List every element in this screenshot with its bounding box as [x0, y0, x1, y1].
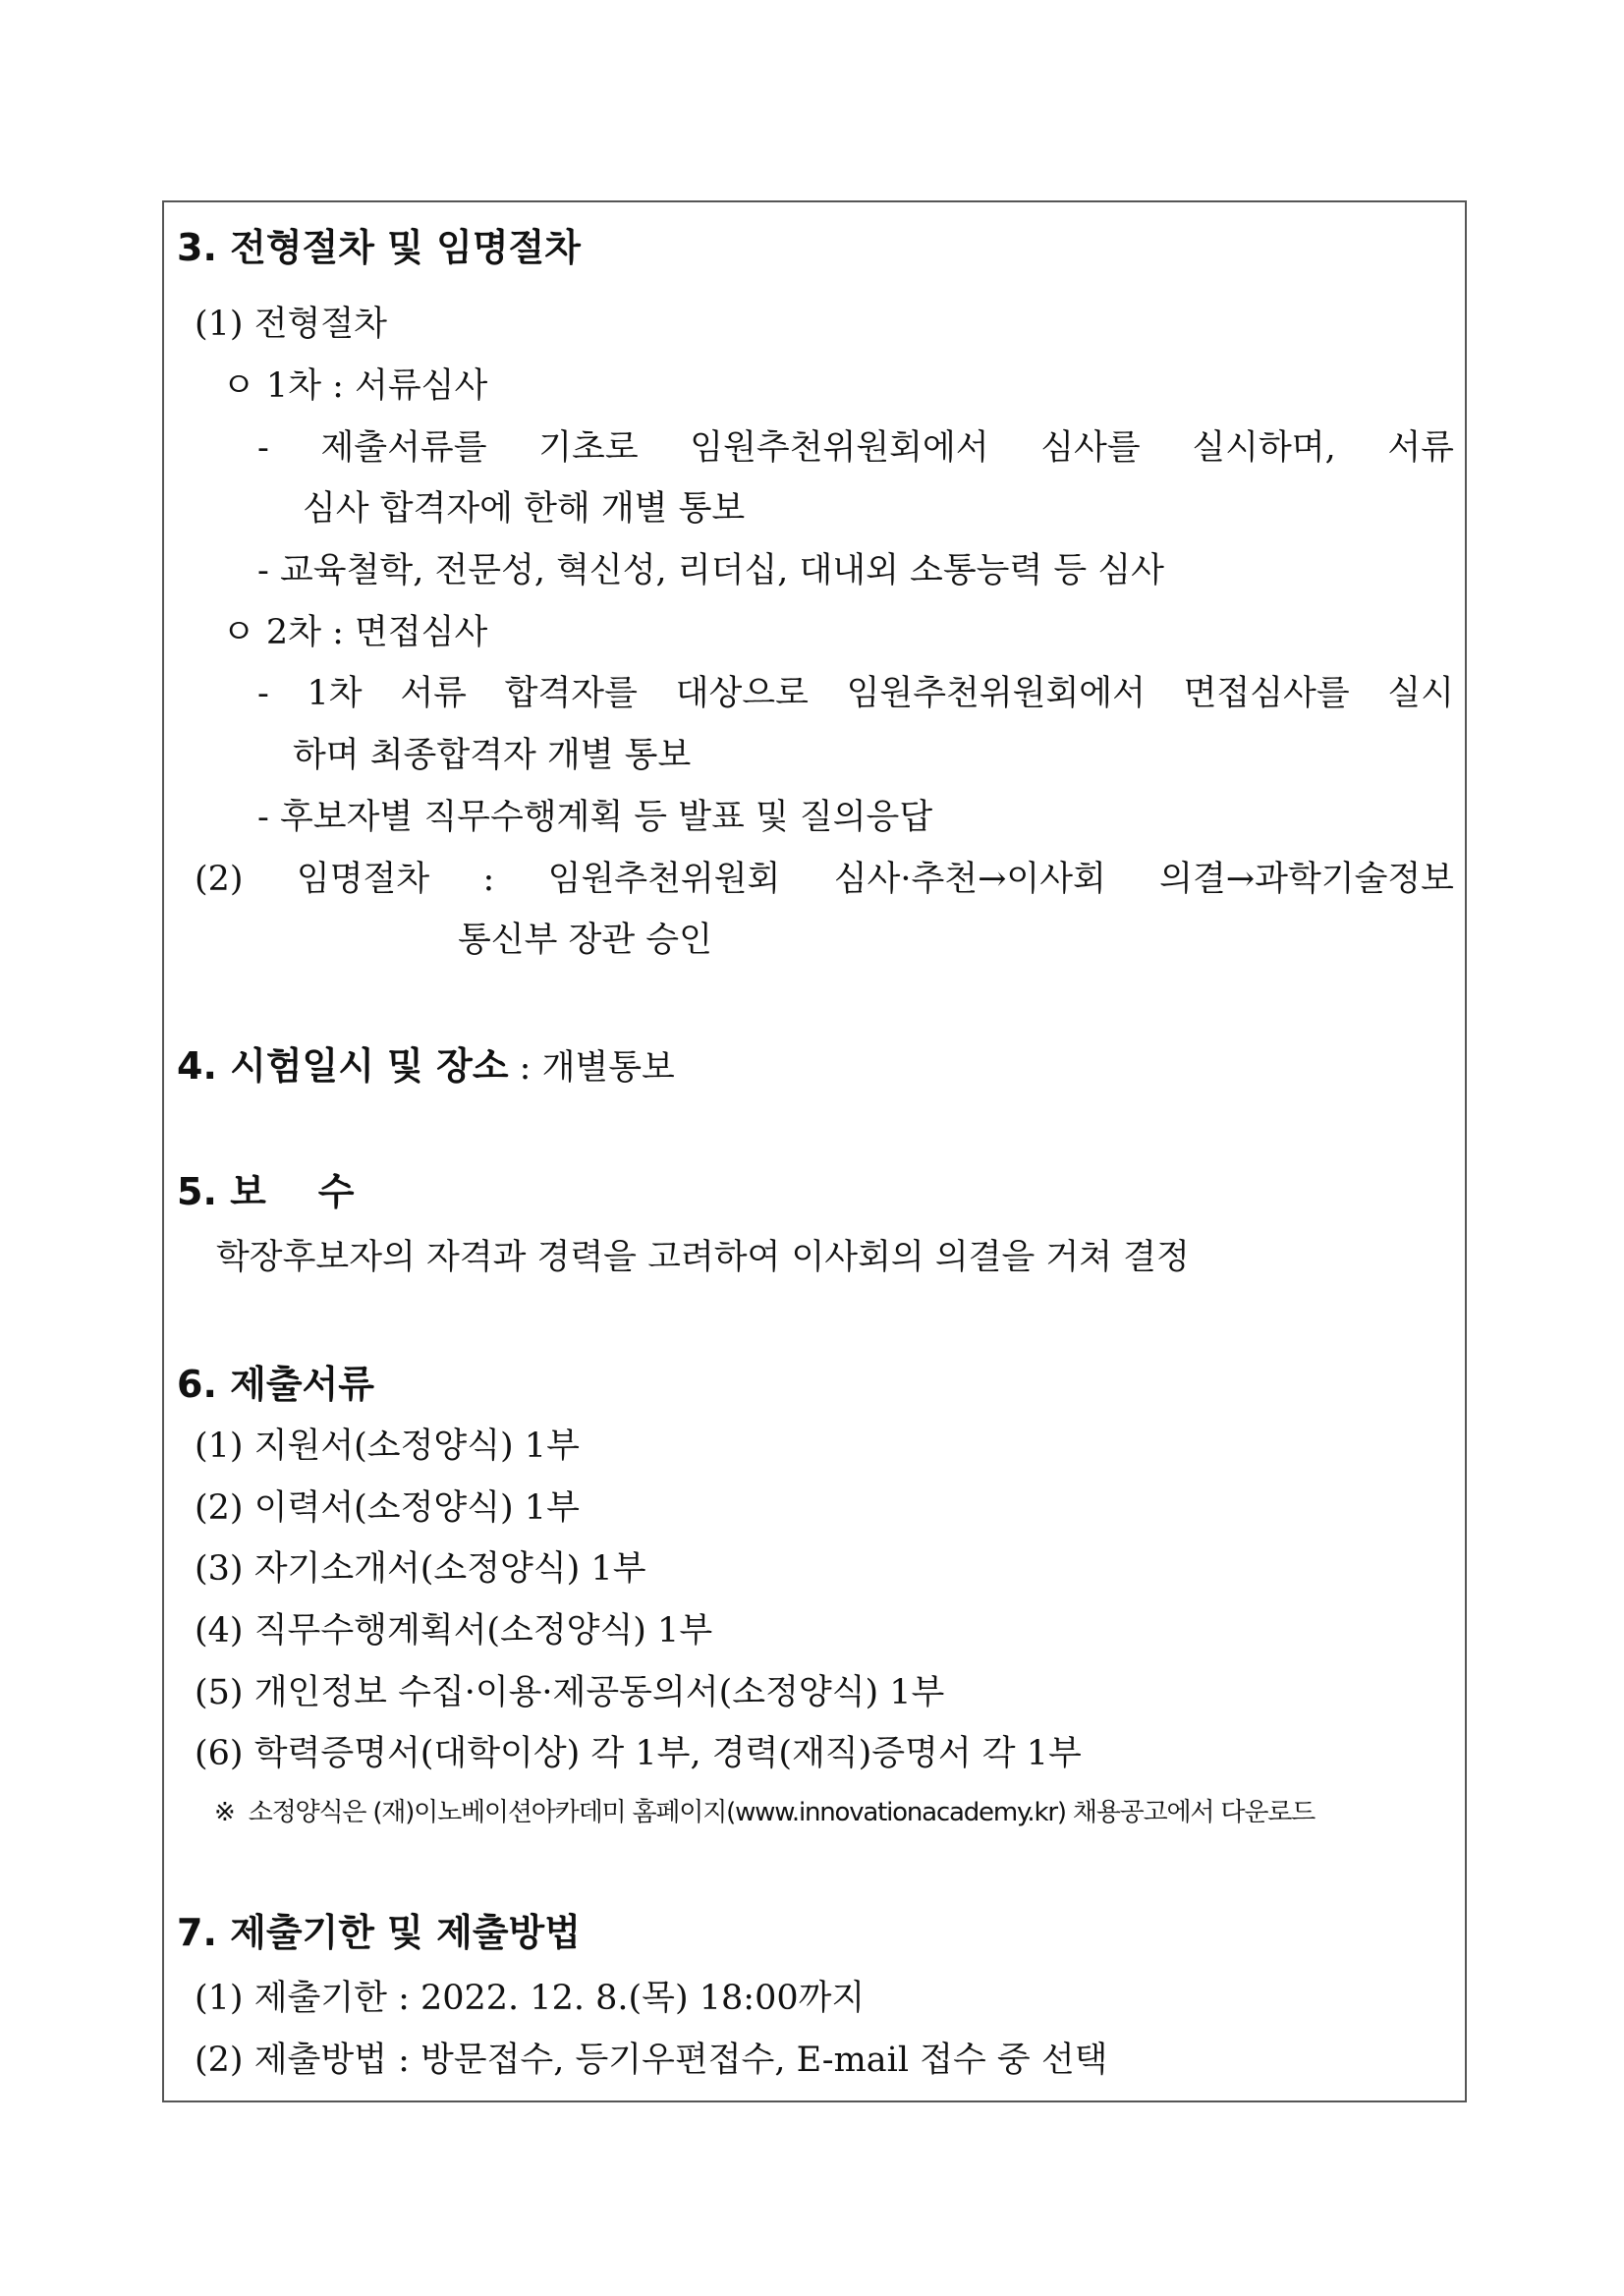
section-3-heading: 3. 전형절차 및 임명절차: [177, 226, 581, 269]
section-3-stage-1: ㅇ 1차 : 서류심사: [222, 366, 488, 406]
section-7-heading: 7. 제출기한 및 제출방법: [177, 1911, 581, 1954]
section-6-item-3: (3) 자기소개서(소정양식) 1부: [195, 1549, 646, 1589]
section-6-item-1: (1) 지원서(소정양식) 1부: [195, 1427, 580, 1466]
section-6-item-6: (6) 학력증명서(대학이상) 각 1부, 경력(재직)증명서 각 1부: [195, 1734, 1082, 1773]
section-3-stage-2-bullet-1-line-1: - 1차 서류 합격자를 대상으로 임원추천위원회에서 면접심사를 실시: [257, 674, 1454, 713]
section-4-value: : 개별통보: [508, 1048, 675, 1088]
section-5-heading: 5. 보 수: [177, 1170, 355, 1213]
section-3-stage-2: ㅇ 2차 : 면접심사: [222, 613, 488, 652]
section-3-stage-1-bullet-1-line-2: 심사 합격자에 한해 개별 통보: [303, 489, 746, 529]
section-5-text: 학장후보자의 자격과 경력을 고려하여 이사회의 의결을 거쳐 결정: [216, 1238, 1190, 1277]
section-6-item-4: (4) 직무수행계획서(소정양식) 1부: [195, 1611, 713, 1651]
section-6-item-2: (2) 이력서(소정양식) 1부: [195, 1488, 580, 1528]
section-3-sub-2-line-2: 통신부 장관 승인: [458, 921, 712, 960]
section-4-heading: [177, 1043, 675, 1091]
section-7-item-1: (1) 제출기한 : 2022. 12. 8.(목) 18:00까지: [195, 1979, 866, 2018]
section-6-item-5: (5) 개인정보 수집·이용·제공동의서(소정양식) 1부: [195, 1673, 945, 1712]
section-6-note: ※ 소정양식은 (재)이노베이션아카데미 홈페이지(www.innovationacademy.kr) 채용공고에서 다운로드: [214, 1798, 1316, 1827]
section-3-stage-2-bullet-2: - 후보자별 직무수행계획 등 발표 및 질의응답: [257, 798, 933, 837]
section-7-item-2: (2) 제출방법 : 방문접수, 등기우편접수, E-mail 접수 중 선택: [195, 2041, 1108, 2080]
section-3-sub-2-line-1: (2) 임명절차 : 임원추천위원회 심사·추천→이사회 의결→과학기술정보: [195, 860, 1454, 899]
section-3-stage-1-bullet-2: - 교육철학, 전문성, 혁신성, 리더십, 대내외 소통능력 등 심사: [257, 551, 1164, 590]
section-3-sub-1: (1) 전형절차: [195, 305, 387, 344]
section-4-title: 4. 시험일시 및 장소: [177, 1044, 509, 1088]
section-3-stage-1-bullet-1-line-1: - 제출서류를 기초로 임원추천위원회에서 심사를 실시하며, 서류: [257, 428, 1454, 468]
section-3-stage-2-bullet-1-line-2: 하며 최종합격자 개별 통보: [293, 736, 692, 775]
section-6-heading: 6. 제출서류: [177, 1363, 374, 1406]
